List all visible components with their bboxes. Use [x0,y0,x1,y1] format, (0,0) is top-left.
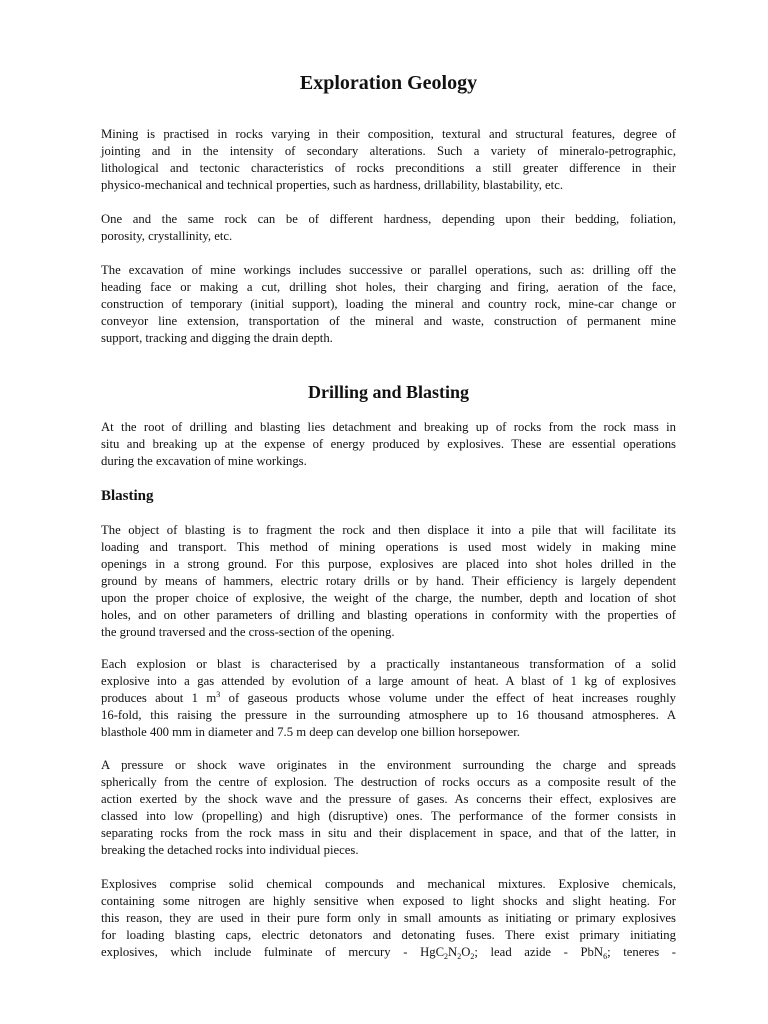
subscript: 2 [457,952,462,961]
text-line: loading and transport. This method of mining operations is used most widely in making mine [101,540,676,554]
text-line: The object of blasting is to fragment the rock and then displace it into a pile that will facilitate its [101,523,676,537]
text-line: A pressure or shock wave originates in the environment surrounding the charge and spreads [101,758,676,772]
text-line: conveyor line extension, transportation of the mineral and waste, construction of permanent mine [101,314,676,328]
text-line-with-superscript [101,690,676,707]
text-line: breaking the detached rocks into individual pieces. [101,843,359,857]
text-line: holes, and on other parameters of drilling and blasting operations in conformity with the properties of [101,608,676,622]
intro-paragraph-2 [101,211,676,245]
text-line-with-formulas [101,944,676,961]
text-line: containing some nitrogen are highly sensitive when exposed to light shocks and slight heating. For [101,894,676,908]
text-line: physico-mechanical and technical properties, such as hardness, drillability, blastability, etc. [101,178,564,192]
text-line: action exerted by the shock wave and the pressure of gases. As concerns their effect, explosives are [101,792,676,806]
text-line: Mining is practised in rocks varying in their composition, textural and structural features, degree of [101,127,676,141]
text-line: At the root of drilling and blasting lies detachment and breaking up of rocks from the rock mass in [101,420,676,434]
text-line: 16-fold, this raising the pressure in the surrounding atmosphere up to 16 thousand atmospheres. A [101,708,676,722]
subscript: 2 [470,952,475,961]
text-fragment: explosives, which include fulminate of mercury - HgC [101,945,445,959]
text-line: situ and breaking up at the expense of energy produced by explosives. These are essential operations [101,437,676,451]
text-line: classed into low (propelling) and high (disruptive) ones. The performance of the former consists in [101,809,676,823]
text-line: Each explosion or blast is characterised by a practically instantaneous transformation of a solid [101,657,676,671]
text-line: blasthole 400 mm in diameter and 7.5 m deep can develop one billion horsepower. [101,725,520,739]
text-fragment: produces about 1 m [101,691,217,705]
section-heading: Drilling and Blasting [307,382,470,402]
text-line: for loading blasting caps, electric detonators and detonating fuses. There exist primary initiating [101,928,676,942]
text-line: heading face or making a cut, drilling shot holes, their charging and firing, aeration of the face, [101,280,676,294]
text-fragment: ; teneres - [607,945,676,959]
intro-paragraph-3 [101,262,676,347]
text-line: spherically from the centre of explosion. The destruction of rocks occurs as a composite result of the [101,775,676,789]
text-fragment: O [461,945,471,959]
text-line: jointing and in the intensity of secondary alterations. Such a variety of mineralo-petrographic, [101,144,676,158]
text-line: One and the same rock can be of different hardness, depending upon their bedding, foliation, [101,212,676,226]
intro-paragraph-1 [101,126,676,194]
text-line: upon the proper choice of explosive, the weight of the charge, the number, depth and location of shot [101,591,676,605]
document-title: Exploration Geology [299,72,478,94]
text-line: the ground traversed and the cross-section of the opening. [101,625,395,639]
blasting-paragraph-3 [101,757,676,859]
subsection-heading: Blasting [101,488,154,504]
text-line: porosity, crystallinity, etc. [101,229,233,243]
section-paragraph-1 [101,419,676,470]
text-fragment: ; lead azide - PbN [474,945,604,959]
text-line: construction of temporary (initial support), loading the mineral and country rock, mine-car change or [101,297,676,311]
text-line: during the excavation of mine workings. [101,454,307,468]
text-line: support, tracking and digging the drain depth. [101,331,333,345]
text-fragment: N [448,945,458,959]
blasting-paragraph-4 [101,876,676,961]
text-line: separating rocks from the rock mass in situ and their displacement in space, and that of the latter, in [101,826,676,840]
text-line: explosive into a gas attended by evolution of a large amount of heat. A blast of 1 kg of explosives [101,674,676,688]
superscript: 3 [216,690,221,699]
text-line: ground by means of hammers, electric rotary drills or by hand. Their efficiency is largely dependent [101,574,676,588]
text-line: Explosives comprise solid chemical compounds and mechanical mixtures. Explosive chemicals, [101,877,676,891]
text-line: openings in a strong ground. For this purpose, explosives are placed into shot holes drilled in the [101,557,676,571]
blasting-paragraph-2 [101,656,676,741]
text-line: this reason, they are used in their pure form only in small amounts as initiating or primary explosives [101,911,676,925]
blasting-paragraph-1 [101,522,676,641]
text-line: lithological and tectonic characteristics of rocks preconditions a still greater difference in their [101,161,676,175]
subscript: 6 [603,952,608,961]
text-fragment: of gaseous products whose volume under the effect of heat increases roughly [220,691,676,705]
text-line: The excavation of mine workings includes successive or parallel operations, such as: drilling off the [101,263,676,277]
subscript: 2 [444,952,449,961]
